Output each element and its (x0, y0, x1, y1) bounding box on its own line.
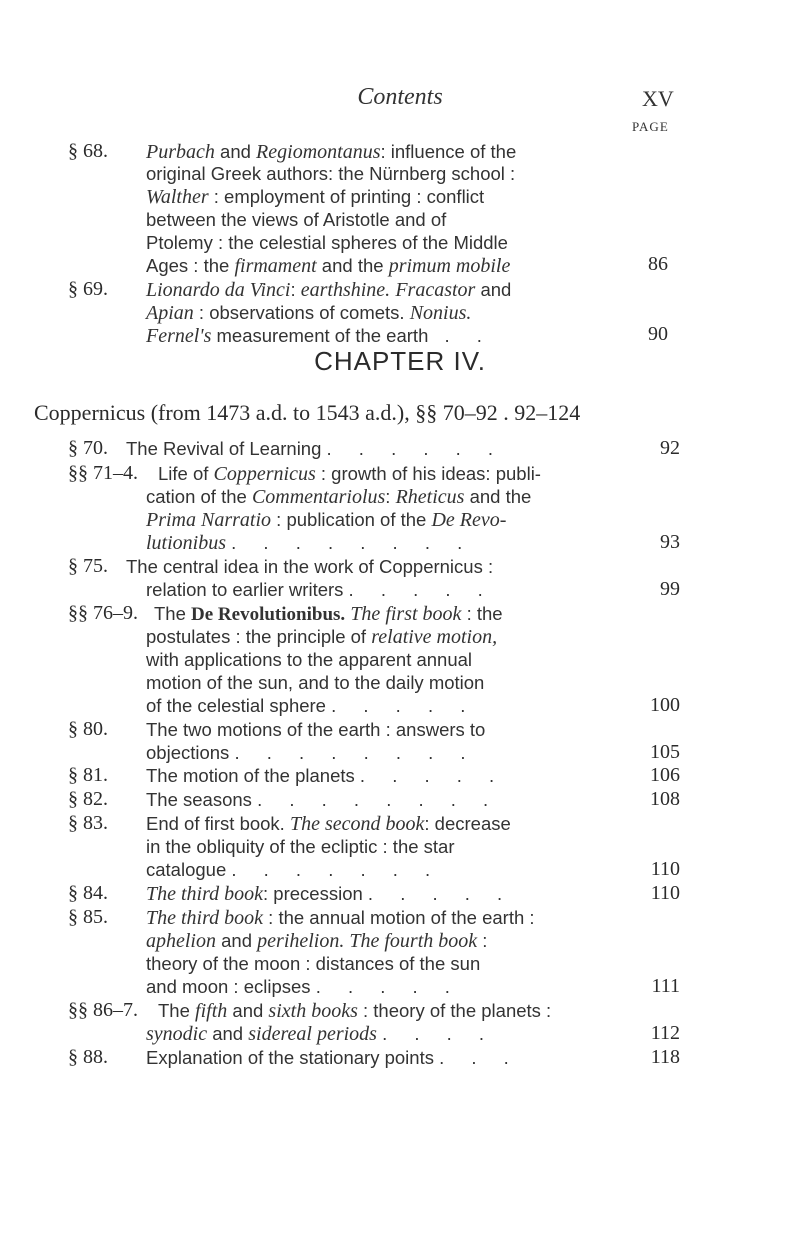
toc-text: original Greek authors: the Nürnberg school : (146, 163, 516, 184)
toc-text: of the celestial sphere (146, 695, 326, 716)
toc-line (146, 209, 446, 231)
toc-text: perihelion. (257, 930, 345, 952)
toc-text: Life of (158, 463, 214, 484)
toc-text: lutionibus (146, 532, 227, 554)
toc-text: catalogue (146, 859, 227, 880)
page-number: 108 (650, 788, 680, 810)
leader-dots: . . . . . . . (231, 859, 442, 880)
toc-text: Nonius. (409, 302, 472, 324)
toc-line (146, 953, 480, 975)
toc-text: Coppernicus (213, 463, 316, 485)
toc-text: Explanation of the stationary points (146, 1047, 434, 1068)
toc-text: : the annual motion of the earth : (263, 907, 535, 928)
toc-text: The (154, 603, 192, 624)
page-column-label: PAGE (632, 119, 669, 134)
section-number: § 68. (68, 140, 108, 162)
toc-text: synodic (146, 1023, 208, 1045)
toc-line (146, 883, 513, 906)
toc-text: with applications to the apparent annual (146, 649, 473, 670)
toc-text: The third book (146, 883, 264, 905)
toc-text: Prima Narratio (146, 509, 272, 531)
page-number: 118 (650, 1046, 680, 1068)
leader-dots: . . . . . . . . (231, 532, 474, 553)
section-number: §§ 76–9. (68, 602, 138, 624)
toc-line (126, 556, 493, 578)
page-number: 111 (651, 975, 680, 997)
toc-line (126, 438, 504, 460)
running-title: Contents (357, 84, 443, 110)
toc-line (146, 765, 505, 787)
toc-text: Regiomontanus (256, 141, 381, 163)
leader-dots: . . (428, 325, 493, 346)
page-number: 110 (650, 858, 680, 880)
leader-dots: . . . . . . . . (257, 789, 500, 810)
toc-text: and (475, 279, 512, 300)
page-number: 105 (650, 741, 680, 763)
section-number: § 75. (68, 555, 108, 577)
toc-text: and (216, 930, 258, 951)
toc-text: sidereal periods (248, 1023, 377, 1045)
toc-line (146, 813, 511, 836)
toc-text: Ages : the (146, 255, 235, 276)
toc-text: between the views of Aristotle and of (146, 209, 447, 230)
toc-text: and moon : eclipses (146, 976, 311, 997)
toc-text: postulates : the principle of (146, 626, 372, 647)
toc-text: Fernel's (146, 325, 212, 347)
toc-text: : (385, 486, 396, 507)
toc-line (146, 907, 535, 930)
leader-dots: . . . . (382, 1023, 496, 1044)
toc-text: sixth books (268, 1000, 358, 1022)
section-number: § 81. (68, 764, 108, 786)
toc-line (146, 836, 455, 858)
leader-dots: . . . . . (359, 765, 506, 786)
toc-text: primum mobile (388, 255, 511, 277)
toc-text: and the (316, 255, 389, 276)
toc-text: and (207, 1023, 249, 1044)
toc-line (146, 789, 499, 811)
leader-dots: . . . . . . (326, 438, 505, 459)
chapter-heading: CHAPTER IV. (314, 346, 486, 376)
leader-dots: . . . . . (348, 579, 494, 600)
toc-text: earthshine. (300, 279, 391, 301)
toc-text: : precession (263, 883, 363, 904)
toc-line (146, 1023, 495, 1046)
toc-line (146, 141, 516, 164)
toc-text: Commentariolus (251, 486, 386, 508)
toc-line (146, 255, 510, 278)
section-number: § 83. (68, 812, 108, 834)
toc-line (146, 186, 484, 209)
toc-text: in the obliquity of the ecliptic : the star (146, 836, 455, 857)
section-number: §§ 86–7. (68, 999, 138, 1021)
section-number: § 82. (68, 788, 108, 810)
section-number: § 70. (68, 437, 108, 459)
toc-text: cation of the (146, 486, 252, 507)
toc-text: : publication of the (271, 509, 432, 530)
toc-line (146, 579, 494, 601)
toc-line (146, 279, 511, 302)
toc-text: The seasons (146, 789, 252, 810)
leader-dots: . . . . . . . . (234, 742, 477, 763)
leader-dots: . . . . . (331, 695, 477, 716)
page-number: 99 (660, 578, 680, 600)
toc-line (146, 626, 497, 649)
toc-text: and (227, 1000, 269, 1021)
leader-dots: . . . . . (367, 883, 514, 904)
page-number: 106 (650, 764, 680, 786)
toc-text: : theory of the planets : (357, 1000, 552, 1021)
chapter-page-range: . 92–124 (503, 400, 581, 425)
toc-line (146, 1047, 520, 1069)
toc-text: motion of the sun, and to the daily motion (146, 672, 485, 693)
section-number: § 69. (68, 278, 108, 300)
toc-text: The third book (146, 907, 264, 929)
chapter-title-main: Coppernicus (from 1473 a.d. to 1543 a.d.), §§ 70–92 (34, 400, 498, 425)
toc-line (146, 163, 515, 185)
toc-text: End of first book. (146, 813, 290, 834)
toc-text: De Revo- (431, 509, 507, 531)
toc-line (146, 719, 485, 741)
toc-text: : (290, 279, 301, 300)
toc-line (146, 976, 461, 998)
toc-text: Apian (146, 302, 194, 324)
toc-text: : influence of the (380, 141, 517, 162)
leader-dots: . . . (439, 1047, 520, 1068)
toc-text: objections (146, 742, 230, 763)
toc-text: The motion of the planets (146, 765, 355, 786)
section-number: §§ 71–4. (68, 462, 138, 484)
toc-text: theory of the moon : distances of the sun (146, 953, 481, 974)
toc-text: fifth (195, 1000, 228, 1022)
toc-line (146, 325, 493, 348)
toc-line (146, 486, 531, 509)
toc-text: Walther (146, 186, 209, 208)
toc-text: : observations of comets. (193, 302, 410, 323)
toc-line (154, 603, 503, 626)
page-number: 100 (650, 694, 680, 716)
page-number: 86 (648, 253, 668, 275)
toc-text: : growth of his ideas: publi- (315, 463, 541, 484)
section-number: § 84. (68, 882, 108, 904)
toc-text: : (477, 930, 488, 951)
section-number: § 88. (68, 1046, 108, 1068)
toc-text: firmament (234, 255, 317, 277)
toc-text: The first book (350, 603, 462, 625)
toc-line (146, 649, 472, 671)
toc-text: : decrease (424, 813, 511, 834)
page-number: 110 (650, 882, 680, 904)
toc-text: aphelion (146, 930, 216, 952)
toc-text: Lionardo da Vinci (146, 279, 291, 301)
toc-line (158, 1000, 551, 1023)
section-number: § 85. (68, 906, 108, 928)
toc-line (146, 672, 484, 694)
toc-text: The fourth book (344, 930, 478, 952)
toc-line (146, 695, 476, 717)
toc-text: Fracastor (395, 279, 476, 301)
toc-text: measurement of the earth (211, 325, 429, 346)
toc-text: and the (464, 486, 532, 507)
page-number-roman: XV (642, 86, 674, 111)
chapter-title (34, 400, 580, 426)
toc-line (146, 232, 508, 254)
toc-text: The two motions of the earth : answers to (146, 719, 486, 740)
page-number: 90 (648, 323, 668, 345)
toc-text: The second book (289, 813, 425, 835)
section-number: § 80. (68, 718, 108, 740)
toc-text: The (158, 1000, 196, 1021)
toc-text: Ptolemy : the celestial spheres of the Middle (146, 232, 508, 253)
toc-line (146, 509, 506, 532)
toc-text: Rheticus (395, 486, 465, 508)
toc-text: The Revival of Learning (126, 438, 322, 459)
page-number: 92 (660, 437, 680, 459)
toc-line (146, 859, 441, 881)
toc-text: De Revolutionibus. (191, 604, 346, 625)
leader-dots: . . . . . (315, 976, 461, 997)
toc-line (146, 930, 487, 953)
toc-line (158, 463, 541, 486)
toc-text: and (214, 141, 257, 162)
toc-text: The central idea in the work of Coppernicus : (126, 556, 494, 577)
toc-text: : employment of printing : conflict (208, 186, 485, 207)
page-number: 112 (650, 1022, 680, 1044)
toc-line (146, 302, 471, 325)
toc-line (146, 532, 473, 555)
page-number: 93 (660, 531, 680, 553)
toc-text: : the (461, 603, 503, 624)
toc-text: relative motion, (371, 626, 498, 648)
toc-text: Purbach (146, 141, 215, 163)
toc-line (146, 742, 477, 764)
toc-text: relation to earlier writers (146, 579, 344, 600)
